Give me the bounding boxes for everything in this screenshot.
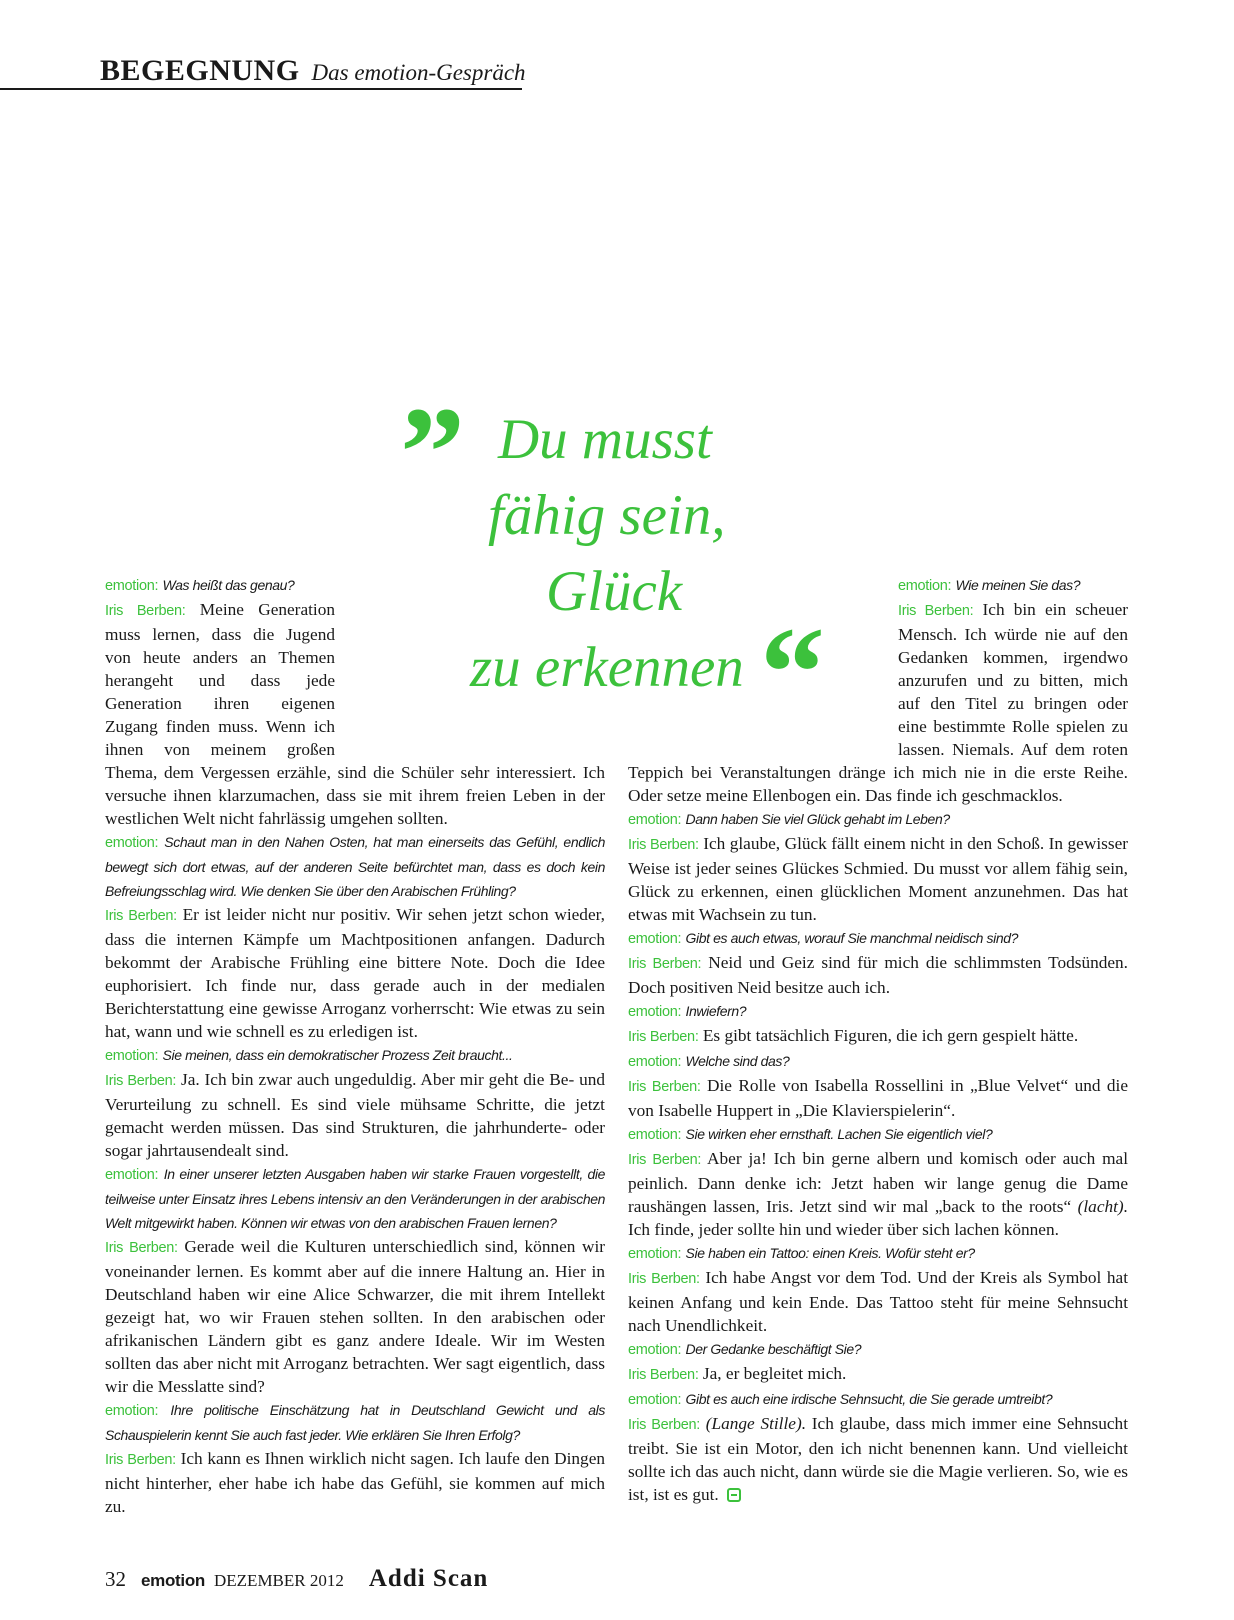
interviewer-label: emotion: (105, 835, 159, 851)
interviewer-label: emotion: (628, 1246, 682, 1262)
answer-paragraph (628, 1266, 1128, 1337)
question-paragraph (105, 1398, 605, 1447)
interviewee-label: Iris Berben: (628, 1029, 699, 1045)
question-text: In einer unserer letzten Ausgaben haben wir starke Frauen vorgestellt, die teilweise unter Einsatz ihres Lebens intensiv an den Veränderungen in der arabischen Welt mitgewirkt haben. Können wir etwas von den arabischen Frauen lernen? (105, 1166, 605, 1231)
end-of-article-icon (727, 1488, 741, 1502)
answer-paragraph (105, 1068, 605, 1162)
interviewee-label: Iris Berben: (105, 1240, 178, 1256)
answer-text: Ja. Ich bin zwar auch ungeduldig. Aber mir geht die Be- und Verurteilung zu schnell. Es sind viele mühsame Schritte, die jetzt gemacht werden müssen. Das sind Strukturen, die jahrhunderte- oder sogar jahrtausendealt sind. (105, 1070, 605, 1160)
question-text: Welche sind das? (685, 1053, 790, 1069)
answer-paragraph (628, 832, 1128, 926)
stage-note: (Lange Stille). (705, 1414, 807, 1433)
interviewer-label: emotion: (105, 1403, 159, 1419)
question-paragraph (628, 1049, 1128, 1074)
quote-wrap-space (628, 573, 898, 757)
question-paragraph (105, 1043, 605, 1068)
interviewer-label: emotion: (628, 812, 682, 828)
interviewer-label: emotion: (105, 1048, 159, 1064)
pull-quote-line-2: fähig sein, (488, 484, 726, 547)
question-text: Dann haben Sie viel Glück gehabt im Leben? (685, 811, 950, 827)
answer-text: Ich kann es Ihnen wirklich nicht sagen. Ich laufe den Dingen nicht hinterher, eher habe ich habe das Gefühl, sie kommen auf mich zu. (105, 1449, 606, 1516)
answer-paragraph (628, 1024, 1128, 1049)
answer-paragraph (105, 1447, 605, 1518)
answer-text: Ich glaube, Glück fällt einem nicht in den Schoß. In gewisser Weise ist jeder seines Glückes Schmied. Du musst vor allem fähig sein, Glück zu erkennen, einen glücklichen Moment anzunehmen. Das hat etwas mit Wachsein zu tun. (628, 834, 1128, 924)
interviewee-label: Iris Berben: (105, 908, 177, 924)
interviewee-label: Iris Berben: (105, 1073, 177, 1089)
interviewer-label: emotion: (628, 931, 682, 947)
answer-paragraph (105, 903, 605, 1043)
section-title: BEGEGNUNG (100, 54, 300, 87)
page-footer (105, 1565, 488, 1593)
question-paragraph (628, 1122, 1128, 1147)
answer-text: Ich glaube, dass mich immer eine Sehnsucht treibt. Sie ist ein Motor, den ich nicht benennen kann. Und vielleicht sollte ich das auch nicht, dann würde sie die Magie verlieren. So, wie es ist, ist es gut. (628, 1414, 1128, 1504)
interviewer-label: emotion: (628, 1004, 682, 1020)
open-quote-mark: ” (400, 381, 465, 525)
answer-text: Ja, er begleitet mich. (702, 1364, 847, 1383)
question-text: Der Gedanke beschäftigt Sie? (685, 1341, 862, 1357)
answer-text: Gerade weil die Kulturen unterschiedlich sind, können wir voneinander lernen. Es kommt aber auf die innere Haltung an. Hier in Deutschland haben wir eine Alice Schwarzer, die mit ihrem Intellekt gezeigt hat, wo wir Frauen stehen sollten. In den arabischen oder afrikanischen Ländern gibt es ganz andere Ideale. Wir im Westen sollten das aber nicht mit Arroganz betrachten. Wer sagt eigentlich, dass wir die Messlatte sind? (105, 1237, 606, 1396)
answer-text: Ich habe Angst vor dem Tod. Und der Kreis als Symbol hat keinen Anfang und kein Ende. Das Tattoo steht für meine Sehnsucht nach Unendlichkeit. (628, 1268, 1128, 1335)
question-text: Sie meinen, dass ein demokratischer Prozess Zeit braucht... (162, 1047, 513, 1063)
interviewer-label: emotion: (898, 578, 952, 594)
question-text: Gibt es auch eine irdische Sehnsucht, die Sie gerade umtreibt? (685, 1391, 1053, 1407)
page-header (100, 54, 526, 88)
left-column (105, 573, 605, 1518)
answer-paragraph (628, 1412, 1128, 1506)
question-text: Inwiefern? (685, 1003, 747, 1019)
interviewer-label: emotion: (628, 1054, 682, 1070)
answer-paragraph (105, 1235, 605, 1398)
interviewer-label: emotion: (105, 1167, 159, 1183)
question-paragraph (105, 1162, 605, 1235)
question-text: Gibt es auch etwas, worauf Sie manchmal neidisch sind? (685, 930, 1019, 946)
interviewee-label: Iris Berben: (628, 837, 699, 853)
pull-quote-line-3: Glück (546, 560, 683, 623)
interviewer-label: emotion: (105, 578, 159, 594)
answer-paragraph (628, 951, 1128, 999)
question-paragraph (628, 1241, 1128, 1266)
interviewer-label: emotion: (628, 1127, 682, 1143)
answer-text: Aber ja! Ich bin gerne albern und komisch oder auch mal peinlich. Dann denke ich: Jetzt haben wir lange genug die Dame raushängen lassen, Iris. Jetzt sind wir mal „back to the roots“ (628, 1149, 1129, 1216)
question-text: Sie wirken eher ernsthaft. Lachen Sie eigentlich viel? (685, 1126, 993, 1142)
answer-text: Meine Generation muss lernen, dass die Jugend von heute anders an Themen herangeht und dass jede Generation ihren eigenen Zugang finden muss. Wenn ich ihnen von meinem großen Thema, dem Vergessen erzähle, sind die Schüler sehr interessiert. Ich versuche ihnen klarzumachen, dass sie mit ihrem freien Leben in der westlichen Welt nicht fahrlässig umgehen sollten. (105, 600, 605, 828)
question-text: Schaut man in den Nahen Osten, hat man einerseits das Gefühl, endlich bewegt sich dort etwas, auf der anderen Seite befürchtet man, dass es doch kein Befreiungsschlag wird. Wie denken Sie über den Arabischen Frühling? (105, 834, 605, 899)
answer-paragraph (628, 1362, 1128, 1387)
stage-note: (lacht). (1077, 1197, 1129, 1216)
interviewer-label: emotion: (628, 1392, 682, 1408)
question-paragraph (628, 807, 1128, 832)
interviewee-label: Iris Berben: (628, 1367, 699, 1383)
close-quote-mark: “ (760, 601, 825, 745)
interviewee-label: Iris Berben: (628, 1152, 702, 1168)
answer-text: Die Rolle von Isabella Rossellini in „Blue Velvet“ und die von Isabelle Huppert in „Die Klavierspielerin“. (628, 1076, 1128, 1120)
question-text: Wie meinen Sie das? (955, 577, 1081, 593)
interviewee-label: Iris Berben: (628, 1271, 700, 1287)
right-column (628, 573, 1128, 1506)
section-subtitle: Das emotion-Gespräch (311, 60, 526, 85)
interviewee-label: Iris Berben: (898, 603, 974, 619)
interviewee-label: Iris Berben: (105, 1452, 176, 1468)
quote-wrap-space (335, 573, 605, 757)
pull-quote-line-1: Du musst (498, 408, 712, 471)
issue-date: DEZEMBER 2012 (214, 1571, 344, 1590)
question-text: Was heißt das genau? (162, 577, 295, 593)
interviewee-label: Iris Berben: (105, 603, 186, 619)
question-text: Ihre politische Einschätzung hat in Deutschland Gewicht und als Schauspielerin kennt Sie auch fast jeder. Wie erklären Sie Ihren Erfolg? (105, 1402, 605, 1443)
question-paragraph (628, 926, 1128, 951)
question-paragraph (628, 999, 1128, 1024)
question-paragraph (628, 1337, 1128, 1362)
answer-text: Ich finde, jeder sollte hin und wieder über sich lachen können. (628, 1220, 1059, 1239)
question-paragraph (628, 1387, 1128, 1412)
answer-paragraph (628, 1074, 1128, 1122)
interviewee-label: Iris Berben: (628, 956, 702, 972)
header-rule (0, 88, 522, 90)
interviewer-label: emotion: (628, 1342, 682, 1358)
question-paragraph (105, 830, 605, 903)
page-number: 32 (105, 1567, 126, 1591)
magazine-brand: emotion (141, 1571, 206, 1590)
question-text: Sie haben ein Tattoo: einen Kreis. Wofür steht er? (685, 1245, 975, 1261)
answer-text: Es gibt tatsächlich Figuren, die ich gern gespielt hätte. (702, 1026, 1079, 1045)
answer-text: Neid und Geiz sind für mich die schlimmsten Todsünden. Doch positiven Neid besitze auch ich. (628, 953, 1129, 997)
interviewee-label: Iris Berben: (628, 1079, 701, 1095)
pull-quote-line-4: zu erkennen (470, 636, 744, 699)
answer-text: Ich bin ein scheuer Mensch. Ich würde nie auf den Gedanken kommen, irgendwo anzurufen und zu bitten, mich auf den Titel zu bringen oder eine bestimmte Rolle spielen zu lassen. Niemals. Auf dem roten Teppich bei Veranstaltungen dränge ich mich nie in die erste Reihe. Oder setze meine Ellenbogen ein. Das finde ich geschmacklos. (628, 600, 1128, 805)
scan-credit: Addi Scan (368, 1565, 489, 1592)
answer-paragraph (628, 1147, 1128, 1241)
answer-text: Er ist leider nicht nur positiv. Wir sehen jetzt schon wieder, dass die internen Kämpfe um Machtpositionen anfangen. Dadurch bekommt der Arabische Frühling eine bittere Note. Doch die Idee euphorisiert. Ich finde nur, dass gerade auch in der medialen Berichterstattung eine gewisse Arroganz vorherrscht: Wie etwas zu sein hat, wann und wie schnell es zu erledigen ist. (105, 905, 606, 1041)
interviewee-label: Iris Berben: (628, 1417, 700, 1433)
